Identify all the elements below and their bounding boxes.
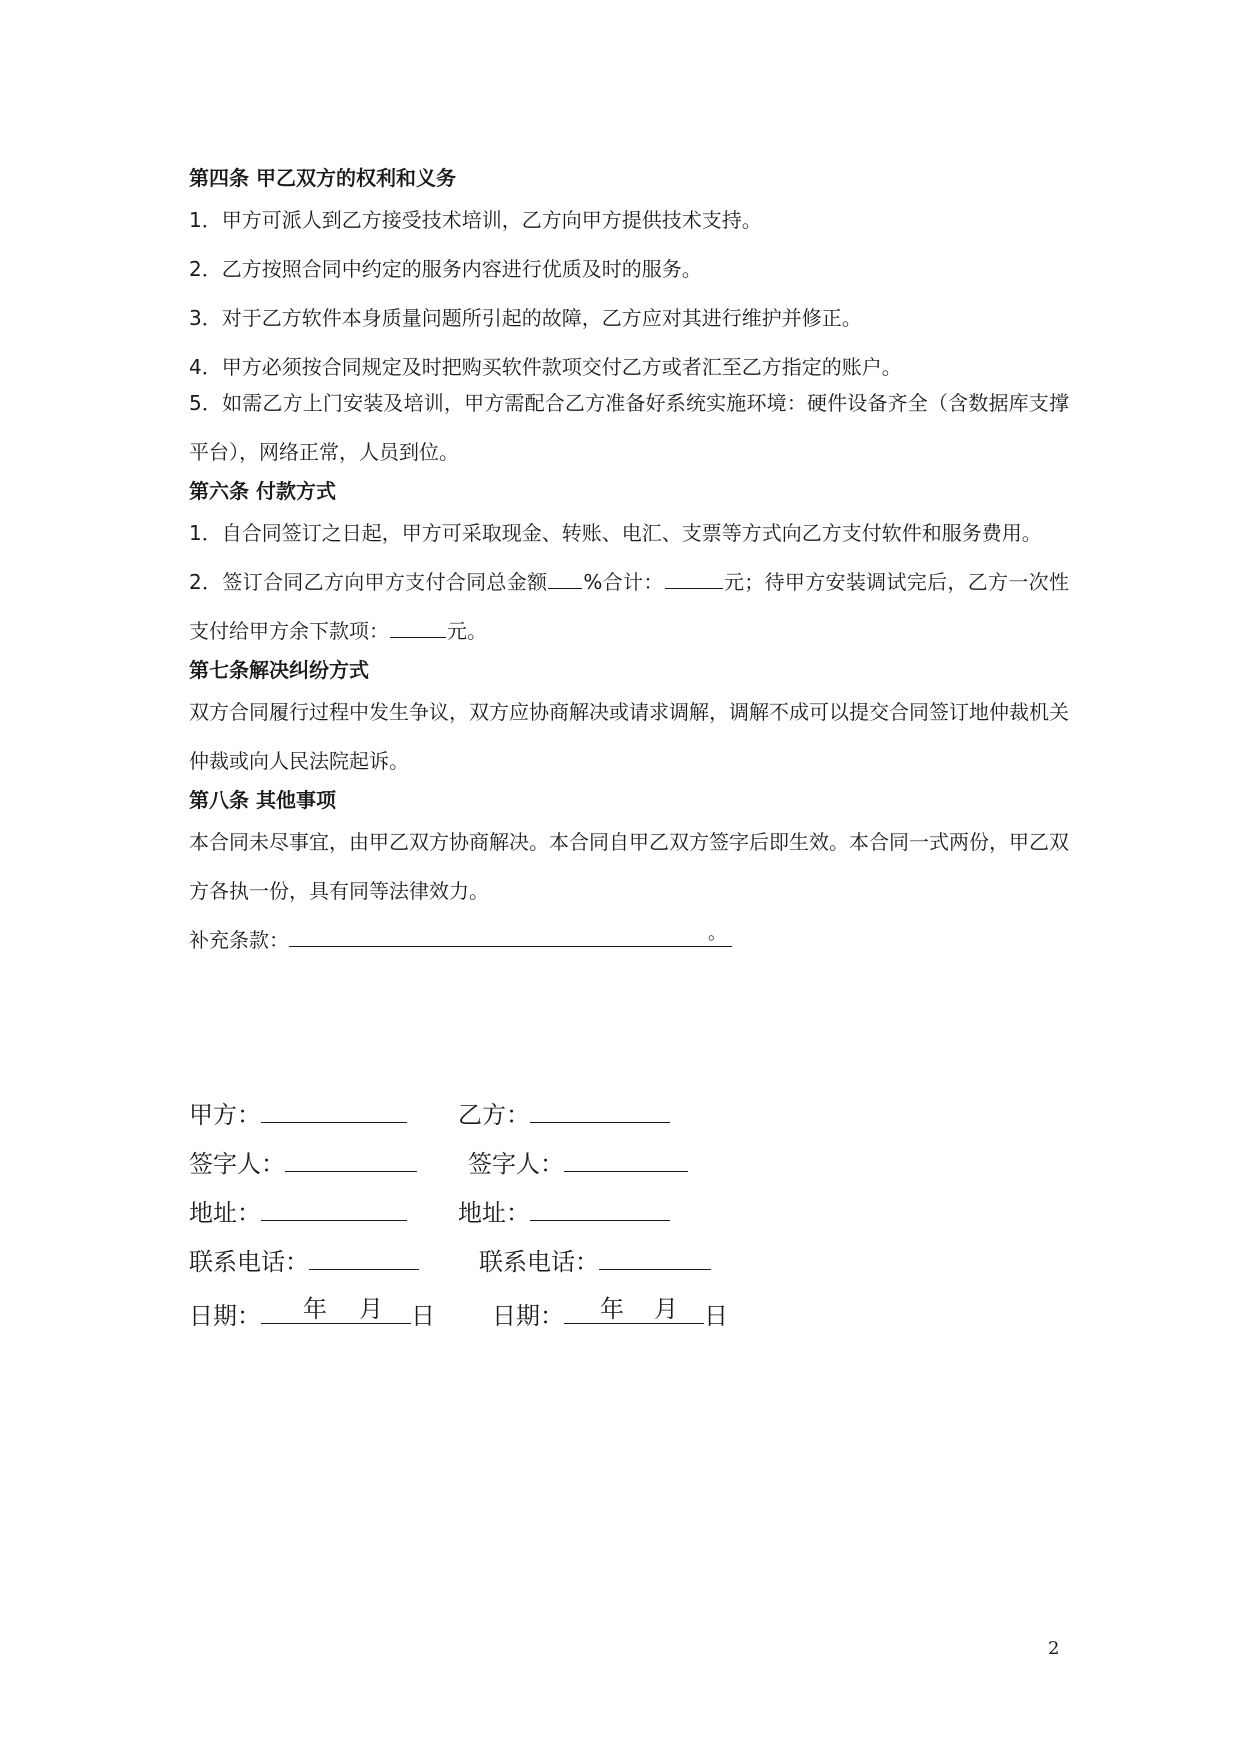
date-a-year: 年 [303, 1295, 327, 1323]
date-b-month: 月 [654, 1295, 678, 1323]
article6-item2-part1: 2．签订合同乙方向甲方支付合同总金额 [189, 570, 548, 594]
article6-item-1: 1．自合同签订之日起，甲方可采取现金、转账、电汇、支票等方式向乙方支付软件和服务费用。 [189, 521, 1042, 545]
address-a-label: 地址： [189, 1199, 261, 1227]
article6-item2-part4: 元。 [447, 619, 487, 643]
party-a-label: 甲方： [189, 1101, 261, 1129]
article6-title: 第六条 付款方式 [189, 479, 336, 503]
supplement-end: 。 [708, 923, 726, 944]
date-b-label: 日期： [492, 1302, 564, 1330]
signature-row-party [189, 1100, 530, 1129]
article4-item-1: 1．甲方可派人到乙方接受技术培训，乙方向甲方提供技术支持。 [189, 208, 762, 232]
signature-row-address [189, 1198, 530, 1227]
page-number: 2 [1048, 1638, 1060, 1659]
party-b-label: 乙方： [458, 1101, 530, 1129]
article4-title: 第四条 甲乙双方的权利和义务 [189, 166, 456, 190]
signature-row-date [189, 1295, 728, 1330]
document-body [189, 160, 1069, 952]
address-a-blank[interactable] [261, 1198, 407, 1221]
date-b-group [492, 1295, 728, 1330]
article8-text: 本合同未尽事宜，由甲乙双方协商解决。本合同自甲乙双方签字后即生效。本合同一式两份，甲乙双方各执一份，具有同等法律效力。 [189, 830, 1069, 903]
party-b-group [458, 1100, 670, 1129]
phone-a-label: 联系电话： [189, 1248, 309, 1276]
supplement-blank[interactable] [289, 924, 732, 947]
signature-row-phone [189, 1247, 599, 1276]
article4-item-2: 2．乙方按照合同中约定的服务内容进行优质及时的服务。 [189, 257, 702, 281]
party-a-blank[interactable] [261, 1100, 407, 1123]
signer-b-blank[interactable] [564, 1149, 688, 1172]
article4-item-3: 3．对于乙方软件本身质量问题所引起的故障，乙方应对其进行维护并修正。 [189, 306, 862, 330]
phone-b-label: 联系电话： [479, 1248, 599, 1276]
date-a-day: 日 [411, 1302, 435, 1330]
article8-title: 第八条 其他事项 [189, 788, 336, 812]
phone-b-group [479, 1247, 711, 1276]
date-a-label: 日期： [189, 1302, 261, 1330]
signer-a-label: 签字人： [189, 1150, 285, 1178]
total-amount-blank[interactable] [665, 570, 723, 589]
article7-title: 第七条解决纠纷方式 [189, 658, 369, 682]
date-a-month: 月 [359, 1295, 383, 1323]
supplement-label: 补充条款： [189, 928, 289, 952]
article4-item-4: 4．甲方必须按合同规定及时把购买软件款项交付乙方或者汇至乙方指定的账户。 [189, 355, 902, 379]
article6-item2-part3: 元；待甲方安装调试完后，乙方一次性支付给甲方余下款项： [189, 570, 1069, 643]
address-b-blank[interactable] [530, 1198, 670, 1221]
address-b-label: 地址： [458, 1199, 530, 1227]
address-b-group [458, 1198, 670, 1227]
phone-b-blank[interactable] [599, 1247, 711, 1270]
signature-row-signer [189, 1149, 564, 1178]
phone-a-blank[interactable] [309, 1247, 419, 1270]
article7-text: 双方合同履行过程中发生争议，双方应协商解决或请求调解，调解不成可以提交合同签订地仲裁机关仲裁或向人民法院起诉。 [189, 700, 1069, 773]
article4-item-5: 5．如需乙方上门安装及培训，甲方需配合乙方准备好系统实施环境：硬件设备齐全（含数据库支撑平台），网络正常，人员到位。 [189, 391, 1069, 464]
article6-item2-part2: %合计： [583, 570, 664, 594]
remaining-amount-blank[interactable] [390, 619, 446, 638]
date-b-day: 日 [704, 1302, 728, 1330]
percent-blank[interactable] [548, 570, 582, 589]
article6-item-2 [189, 558, 1069, 656]
supplement-line [189, 924, 1069, 952]
party-b-blank[interactable] [530, 1100, 670, 1123]
signer-a-blank[interactable] [285, 1149, 417, 1172]
date-a-blank[interactable] [261, 1295, 411, 1324]
date-b-year: 年 [600, 1295, 624, 1323]
date-b-blank[interactable] [564, 1295, 704, 1324]
signer-b-label: 签字人： [468, 1150, 564, 1178]
signer-b-group [468, 1149, 688, 1178]
